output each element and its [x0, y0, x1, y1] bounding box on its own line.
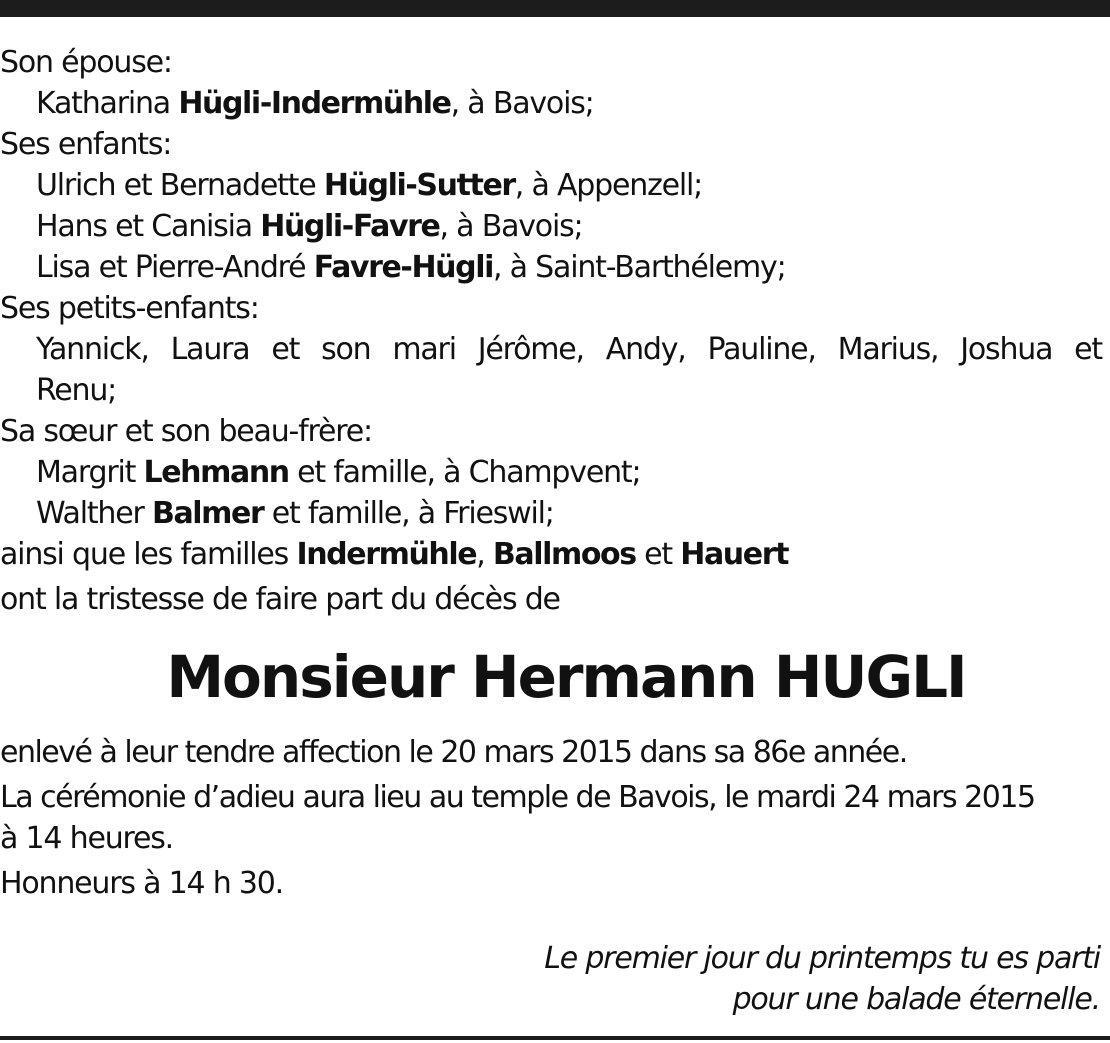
child-surname: Favre-Hügli — [313, 250, 493, 285]
child-entry — [0, 206, 1102, 247]
child-entry — [0, 247, 1102, 288]
verse-line: Le premier jour du printemps tu es parti — [544, 941, 1100, 976]
children-heading: Ses enfants: — [0, 127, 172, 162]
sibling-heading: Sa sœur et son beau-frère: — [0, 414, 372, 449]
family-name-indermuhle: Indermühle — [296, 537, 477, 572]
sibling-rest: et famille, à Champvent; — [288, 455, 641, 490]
child-first-names: Ulrich et Bernadette — [36, 168, 316, 203]
child-entry — [0, 165, 1102, 206]
spouse-surname: Hügli-Indermühle — [178, 86, 451, 121]
child-first-names: Hans et Canisia — [36, 209, 252, 244]
family-name-ballmoos: Ballmoos — [492, 537, 636, 572]
announcement-text: ont la tristesse de faire part du décès de — [0, 582, 560, 617]
sibling-surname: Balmer — [151, 496, 264, 531]
child-place: , à Appenzell; — [514, 168, 703, 203]
sibling-first-name: Margrit — [36, 455, 136, 490]
families-separator: , — [476, 537, 485, 572]
child-first-names: Lisa et Pierre-André — [36, 250, 306, 285]
families-prefix: ainsi que les familles — [0, 537, 289, 572]
child-surname: Hügli-Sutter — [323, 168, 515, 203]
grandchildren-names: Yannick, Laura et son mari Jérôme, Andy, Pauline, Marius, Joshua et — [36, 332, 1102, 367]
spouse-first-name: Katharina — [36, 86, 170, 121]
memorial-verse — [544, 938, 1100, 1020]
child-surname: Hügli-Favre — [260, 209, 440, 244]
grandchildren-heading: Ses petits-enfants: — [0, 291, 259, 326]
families-conjunction: et — [644, 537, 672, 572]
child-place: , à Saint-Barthélemy; — [492, 250, 786, 285]
verse-line: pour une balade éternelle. — [732, 982, 1100, 1017]
death-details: enlevé à leur tendre affection le 20 mars 2015 dans sa 86e année. — [0, 735, 907, 770]
honors-time: Honneurs à 14 h 30. — [0, 866, 284, 901]
sibling-first-name: Walther — [36, 496, 144, 531]
family-name-hauert: Hauert — [680, 537, 789, 572]
child-place: , à Bavois; — [439, 209, 583, 244]
bottom-border-rule — [0, 1036, 1110, 1040]
sibling-rest: et famille, à Frieswil; — [263, 496, 554, 531]
ceremony-time: à 14 heures. — [0, 821, 174, 856]
spouse-entry — [0, 83, 1102, 124]
spouse-place: , à Bavois; — [450, 86, 594, 121]
sibling-entry — [0, 493, 1102, 534]
extended-families — [0, 534, 1102, 575]
deceased-name: Monsieur Hermann HUGLI — [166, 643, 966, 711]
top-border-bar — [0, 0, 1110, 17]
sibling-entry — [0, 452, 1102, 493]
ceremony-details: La cérémonie d’adieu aura lieu au temple de Bavois, le mardi 24 mars 2015 — [0, 780, 1035, 815]
spouse-heading: Son épouse: — [0, 45, 172, 80]
obituary-notice — [0, 42, 1102, 904]
grandchildren-names-continued: Renu; — [36, 373, 117, 408]
sibling-surname: Lehmann — [143, 455, 289, 490]
